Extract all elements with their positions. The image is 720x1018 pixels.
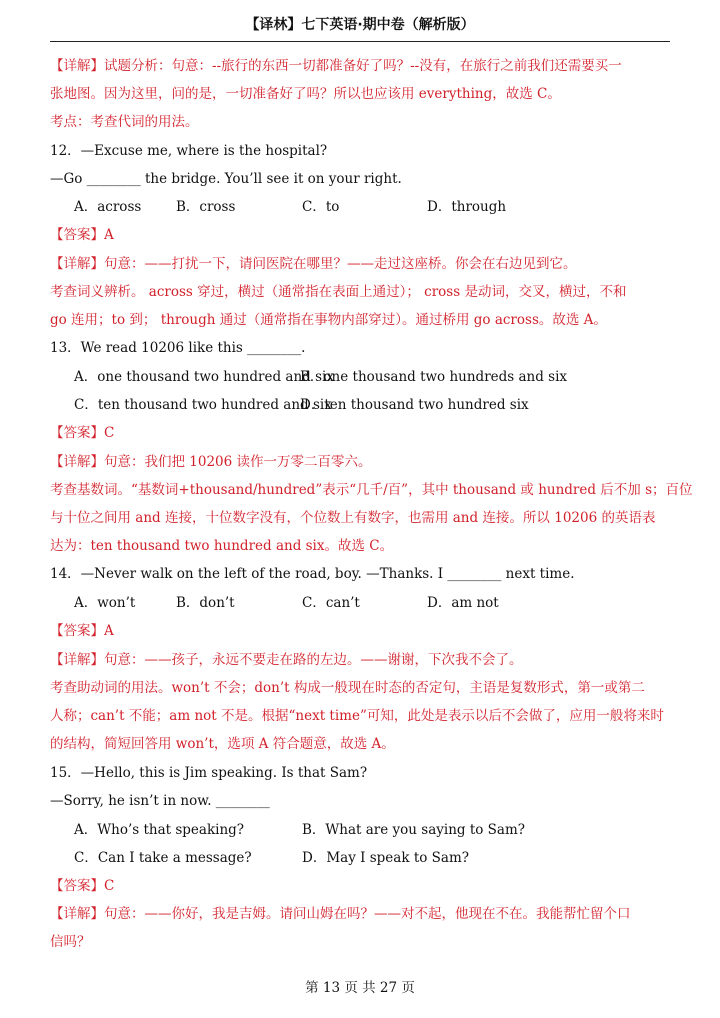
q15-stem-line-2: —Sorry, he isn’t in now. ________ <box>50 793 270 809</box>
q12-explanation-line-1: 考查词义辨析。 across 穿过，横过（通常指在表面上通过）； cross 是动词，交叉，横过，不和 <box>50 284 627 300</box>
q14-detail: 【详解】句意：——孩子，永远不要走在路的左边。——谢谢，下次我不会了。 <box>50 652 523 668</box>
page-number-footer: 第 13 页 共 27 页 <box>305 980 415 996</box>
q12-option-c: C．to <box>302 199 340 215</box>
q13-explanation-line-2: 与十位之间用 and 连接，十位数字没有，个位数上有数字，也需用 and 连接。所以 10206 的英语表 <box>50 510 656 526</box>
q15-option-b: B．What are you saying to Sam? <box>302 822 526 838</box>
q12-option-a: A．across <box>74 199 142 215</box>
page-header: 【译林】七下英语·期中卷（解析版） <box>245 17 475 33</box>
q14-answer: 【答案】A <box>50 623 114 639</box>
q13-stem: 13．We read 10206 like this ________. <box>50 340 306 356</box>
q13-option-a: A．one thousand two hundred and six <box>74 369 334 385</box>
q13-option-b: B．one thousand two hundreds and six <box>300 369 568 385</box>
q13-detail: 【详解】句意：我们把 10206 读作一万零二百零六。 <box>50 454 372 470</box>
q13-answer: 【答案】C <box>50 425 115 441</box>
q12-option-d: D．through <box>427 199 507 215</box>
q13-explanation-line-3: 达为：ten thousand two hundred and six。故选 C。 <box>50 538 394 554</box>
q12-explanation-line-2: go 连用；to 到； through 通过（通常指在事物内部穿过）。通过桥用 go across。故选 A。 <box>50 312 607 328</box>
q15-detail-line-2: 信吗？ <box>50 934 91 950</box>
q12-stem-line-1: 12．—Excuse me, where is the hospital? <box>50 143 328 159</box>
q13-explanation-line-1: 考查基数词。“基数词+thousand/hundred”表示“几千/百”，其中 thousand 或 hundred 后不加 s；百位 <box>50 482 693 498</box>
q14-explanation-line-3: 的结构，简短回答用 won’t，选项 A 符合题意，故选 A。 <box>50 736 395 752</box>
q14-option-b: B．don’t <box>176 595 235 611</box>
q14-option-d: D．am not <box>427 595 499 611</box>
q11-point: 考点：考查代词的用法。 <box>50 114 199 130</box>
q11-detail-line-1: 【详解】试题分析：句意：--旅行的东西一切都准备好了吗？--没有，在旅行之前我们还需要买一 <box>50 58 622 74</box>
q14-option-a: A．won’t <box>74 595 136 611</box>
q12-detail: 【详解】句意：——打扰一下，请问医院在哪里？——走过这座桥。你会在右边见到它。 <box>50 256 577 272</box>
q15-option-c: C．Can I take a message? <box>74 850 252 866</box>
q15-answer: 【答案】C <box>50 878 115 894</box>
q15-option-a: A．Who’s that speaking? <box>74 822 245 838</box>
q14-option-c: C．can’t <box>302 595 360 611</box>
q12-answer: 【答案】A <box>50 227 114 243</box>
q12-option-b: B．cross <box>176 199 236 215</box>
q12-stem-line-2: —Go ________ the bridge. You’ll see it on your right. <box>50 171 402 187</box>
q13-option-d: D．ten thousand two hundred six <box>300 397 529 413</box>
q14-explanation-line-2: 人称；can’t 不能；am not 不是。根据“next time”可知，此处是表示以后不会做了，应用一般将来时 <box>50 708 664 724</box>
q14-explanation-line-1: 考查助动词的用法。won’t 不会；don’t 构成一般现在时态的否定句，主语是复数形式，第一或第二 <box>50 680 645 696</box>
q15-detail-line-1: 【详解】句意：——你好，我是吉姆。请问山姆在吗？——对不起，他现在不在。我能帮忙留个口 <box>50 906 631 922</box>
q11-detail-line-2: 张地图。因为这里，问的是，一切准备好了吗？所以也应该用 everything，故选 C。 <box>50 86 561 102</box>
header-rule <box>50 41 670 42</box>
q15-stem-line-1: 15．—Hello, this is Jim speaking. Is that Sam? <box>50 765 368 781</box>
q15-option-d: D．May I speak to Sam? <box>302 850 469 866</box>
q13-option-c: C．ten thousand two hundred and six <box>74 397 332 413</box>
q14-stem: 14．—Never walk on the left of the road, boy. —Thanks. I ________ next time. <box>50 566 575 582</box>
